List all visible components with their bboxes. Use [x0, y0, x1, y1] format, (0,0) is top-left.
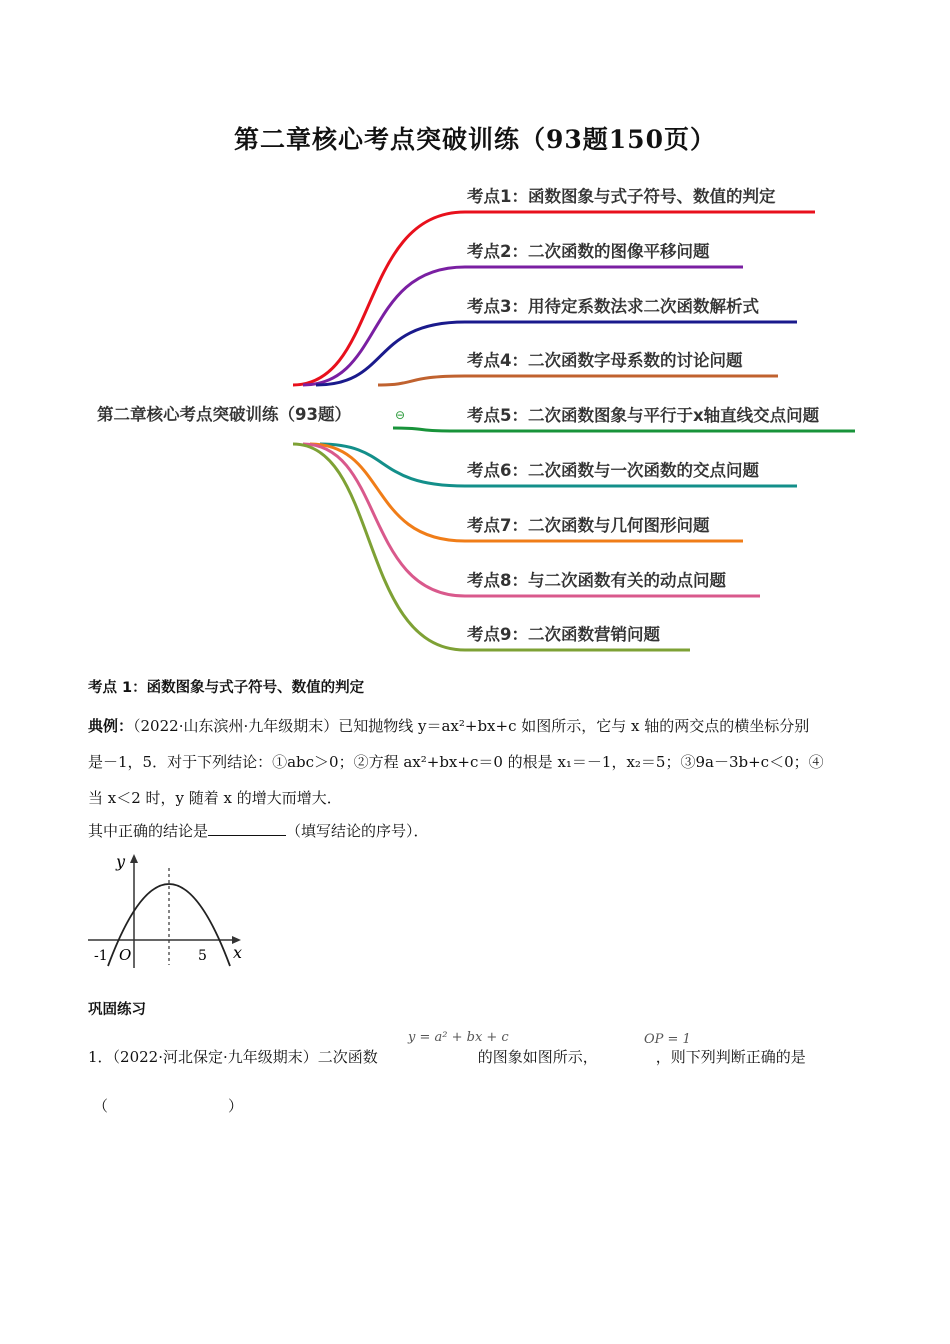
branch-line-5 [393, 428, 855, 431]
branch-label-1[interactable]: 考点1：函数图象与式子符号、数值的判定 [467, 187, 776, 206]
parabola-graph [86, 850, 251, 970]
left-root-label: -1 [94, 948, 108, 964]
example-line-2: 是－1，5．对于下列结论：①abc＞0；②方程 ax²+bx+c＝0 的根是 x₁＝－1，x₂＝5；③9a－3b+c＜0；④ [88, 753, 824, 771]
answer-prompt-prefix: 其中正确的结论是 [88, 822, 209, 840]
question-1-suffix: ，则下列判断正确的是 [655, 1048, 806, 1066]
answer-parentheses[interactable]: （ ） [93, 1097, 244, 1115]
question-1-formula-2: OP = 1 [644, 1032, 691, 1047]
answer-prompt [88, 820, 863, 841]
branch-label-7[interactable]: 考点7：二次函数与几何图形问题 [467, 516, 710, 535]
branch-label-3[interactable]: 考点3：用待定系数法求二次函数解析式 [467, 297, 759, 316]
answer-prompt-suffix: （填写结论的序号）． [286, 822, 429, 840]
mind-map [0, 160, 950, 660]
practice-title: 巩固练习 [88, 1002, 146, 1018]
example-label: 典例： [88, 717, 134, 735]
page-title: 第二章核心考点突破训练（93题150页） [234, 125, 716, 154]
branch-label-6[interactable]: 考点6：二次函数与一次函数的交点问题 [467, 461, 759, 480]
branch-label-9[interactable]: 考点9：二次函数营销问题 [467, 625, 660, 644]
example-paragraph [88, 708, 863, 816]
answer-blank[interactable] [208, 821, 286, 836]
branch-label-4[interactable]: 考点4：二次函数字母系数的讨论问题 [467, 351, 743, 370]
question-1-middle: 的图象如图所示， [477, 1048, 598, 1066]
example-line-3: 当 x＜2 时，y 随着 x 的增大而增大． [88, 789, 342, 807]
branch-line-4 [378, 376, 778, 385]
origin-label: O [119, 946, 132, 964]
y-axis-label: y [116, 852, 126, 871]
question-1-formula: y = a² + bx + c [408, 1030, 509, 1045]
branch-label-5[interactable]: 考点5：二次函数图象与平行于x轴直线交点问题 [467, 406, 820, 425]
right-root-label: 5 [198, 948, 207, 964]
mind-map-root: 第二章核心考点突破训练（93题） [97, 405, 351, 424]
collapse-icon[interactable]: ⊖ [395, 408, 406, 422]
y-axis-arrow [130, 854, 138, 863]
branch-label-8[interactable]: 考点8：与二次函数有关的动点问题 [467, 571, 726, 590]
question-1-prefix: 1．（2022·河北保定·九年级期末）二次函数 [88, 1048, 378, 1066]
question-1 [88, 1046, 863, 1067]
x-axis-label: x [233, 943, 243, 962]
section-title: 考点 1：函数图象与式子符号、数值的判定 [88, 680, 365, 696]
branch-label-2[interactable]: 考点2：二次函数的图像平移问题 [467, 242, 710, 261]
example-line-1: （2022·山东滨州·九年级期末）已知抛物线 y＝ax²+bx+c 如图所示，它与 x 轴的两交点的横坐标分别 [133, 717, 810, 735]
